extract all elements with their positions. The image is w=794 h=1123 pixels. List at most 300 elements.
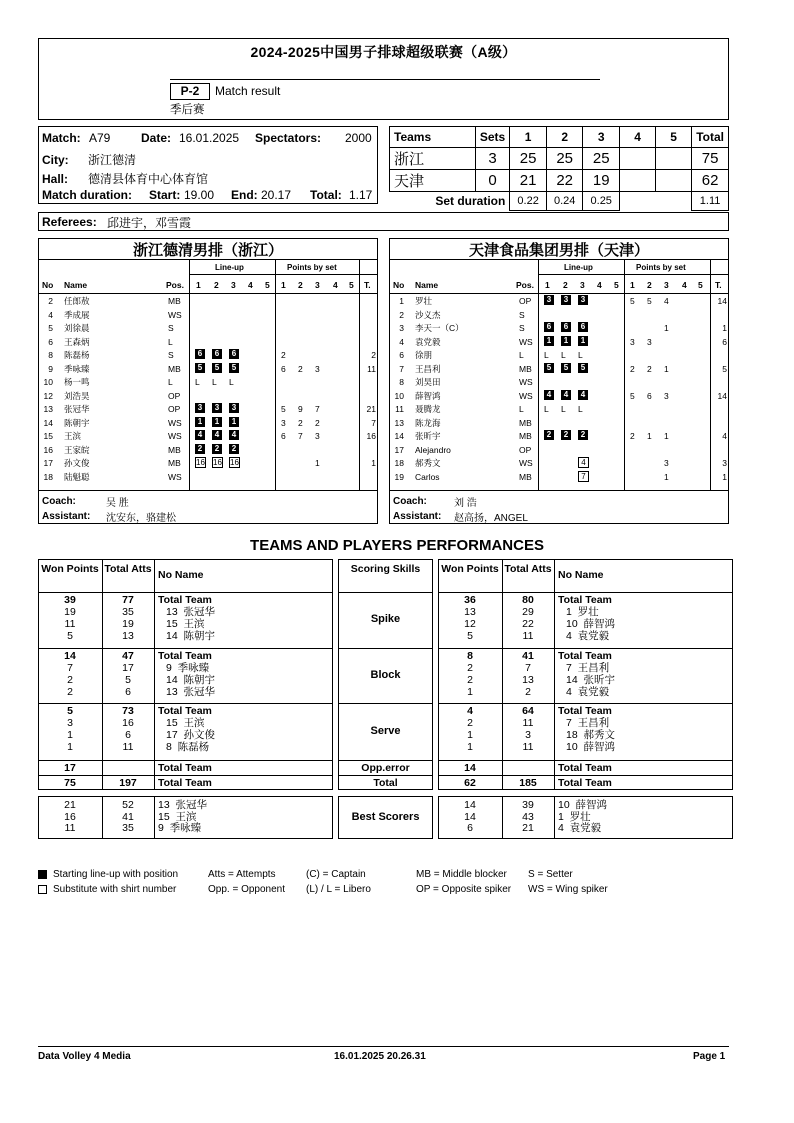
team-b-scorer-name: 1 罗壮 [566, 606, 599, 618]
player-position: L [168, 377, 173, 387]
starting-position-box: 4 [229, 430, 239, 440]
legend-start-box [38, 870, 47, 879]
player-total: 14 [717, 390, 727, 401]
lineup-cell: L [561, 350, 566, 360]
substitute-number-box: 16 [196, 458, 205, 467]
set-points: 3 [664, 390, 669, 401]
team-a-coach-label: Coach: [42, 496, 76, 507]
player-number: 7 [399, 363, 404, 374]
starting-position-box: 4 [195, 430, 205, 440]
team-a-scorer-name: 9 季咏臻 [166, 662, 210, 674]
starting-position-box: 1 [212, 417, 222, 427]
team-a-rule-3 [39, 293, 377, 294]
team-b-won-points: 8 [467, 650, 473, 662]
points-set-5: 5 [698, 280, 703, 290]
team-b-no-name-header: No Name [558, 569, 604, 581]
team-b-best-won: 14 [464, 810, 476, 823]
team-a-row-line [38, 648, 333, 649]
starting-position-box: 2 [561, 430, 571, 440]
starting-position-box: 6 [212, 349, 222, 359]
team-b-set4 [620, 170, 656, 192]
spectators-value: 2000 [345, 131, 372, 145]
team-b-total-atts: 185 [519, 777, 537, 789]
team-b-attempts: 41 [522, 650, 534, 662]
player-total: 16 [366, 431, 376, 441]
player-row [39, 376, 377, 390]
player-position: MB [519, 363, 532, 374]
best-scorers-label: Best Scorers [351, 811, 420, 823]
points-set-4: 4 [333, 280, 338, 290]
date-label: Date: [141, 131, 172, 145]
player-position: OP [168, 390, 181, 401]
player-number: 2 [48, 296, 53, 306]
player-position: MB [168, 363, 181, 374]
lineup-cell: L [195, 377, 200, 387]
set-points: 5 [647, 296, 652, 306]
team-b-rule-1 [390, 259, 728, 260]
col-set1: 1 [510, 127, 547, 148]
starting-position-box: 6 [229, 349, 239, 359]
set-points: 1 [664, 323, 669, 333]
starting-position-box: 3 [212, 403, 222, 413]
player-row [39, 322, 377, 336]
team-a-coach: 吴 胜 [106, 498, 129, 509]
team-a-scorer-name: 17 孙文俊 [166, 729, 216, 741]
team-a-attempts: 19 [122, 618, 134, 630]
team-b-best-name: 1 罗壮 [558, 810, 591, 823]
substitute-number-box: 16 [213, 458, 222, 467]
player-row [390, 403, 728, 417]
starting-position-box: 6 [195, 349, 205, 359]
col-set2: 2 [546, 127, 583, 148]
player-row [39, 471, 377, 485]
legend-opp: Opp. = Opponent [208, 884, 286, 895]
team-a-sets: 3 [475, 148, 510, 170]
team-a-won-points: 1 [67, 741, 73, 753]
player-number: 15 [43, 431, 53, 441]
starting-position-box: 2 [212, 444, 222, 454]
legend-starting: Starting line-up with position [53, 869, 179, 880]
team-b-scorer-name: 18 郝秀文 [566, 729, 616, 741]
player-name: 季成展 [64, 309, 90, 320]
set-points: 1 [315, 458, 320, 468]
team-a-scorer-name: 14 陈朝宇 [166, 630, 216, 642]
set-points: 1 [647, 431, 652, 441]
col-teams: Teams [390, 127, 476, 148]
team-a-scorer-name: Total Team [158, 650, 212, 662]
team-b-attempts: 22 [522, 618, 534, 630]
player-number: 19 [394, 471, 404, 482]
lineup-cell: L [561, 404, 566, 414]
team-b-won-points: 1 [467, 729, 473, 741]
team-b-won-points: 2 [467, 662, 473, 674]
legend-atts: Atts = Attempts [208, 869, 276, 880]
team-a-rule-2 [189, 274, 377, 275]
team-b-row-line [438, 592, 733, 593]
skill-label: Spike [370, 613, 401, 625]
team-a-best-atts: 41 [122, 810, 134, 823]
team-b-row-line [438, 703, 733, 704]
col-total: T. [364, 280, 371, 290]
player-name: 刘昊田 [415, 377, 441, 387]
set-points: 7 [315, 404, 320, 414]
referees-value: 邱进宇，邓雪霞 [107, 216, 192, 230]
team-a-scorer-name: 14 陈朝宇 [166, 674, 216, 686]
starting-position-box: 2 [544, 430, 554, 440]
player-row [39, 444, 377, 458]
set-points: 1 [664, 363, 669, 374]
team-b-attempts: 80 [522, 594, 534, 606]
team-a-best-name: 13 张冠华 [158, 799, 208, 811]
player-number: 14 [43, 417, 53, 428]
team-a-scorer-name: 13 张冠华 [166, 686, 216, 698]
team-b-scorer-name: 14 张昕宇 [566, 674, 616, 686]
substitute-number-box: 16 [230, 458, 239, 467]
lineup-cell: L [544, 404, 549, 414]
player-number: 13 [43, 404, 53, 414]
team-a-no-name-header: No Name [158, 569, 204, 581]
lineup-set-5: 5 [614, 280, 619, 290]
team-a-attempts: 13 [122, 630, 134, 642]
match-label: Match: [42, 131, 81, 145]
player-name: 陈龙海 [415, 417, 441, 428]
team-a-points-label: Points by set [287, 263, 337, 272]
team-a-won-points: 2 [67, 674, 73, 686]
team-a-won-points: 11 [64, 618, 76, 630]
set-points: 2 [298, 417, 303, 428]
player-total: 21 [366, 404, 376, 414]
player-number: 6 [399, 350, 404, 360]
player-name: 刘浩昊 [64, 390, 90, 401]
set-points: 6 [647, 390, 652, 401]
player-position: OP [519, 444, 532, 455]
set-points: 3 [281, 417, 286, 428]
col-total: T. [715, 280, 722, 290]
team-a-set3: 25 [583, 148, 620, 170]
starting-position-box: 4 [212, 430, 222, 440]
team-b-won-points: 2 [467, 674, 473, 686]
player-total: 11 [367, 363, 376, 374]
lineup-cell: L [578, 350, 583, 360]
player-position: S [519, 309, 525, 320]
set-points: 7 [298, 431, 303, 441]
player-total: 3 [722, 458, 727, 468]
date-value: 16.01.2025 [179, 131, 240, 145]
team-a-attempts: 6 [125, 729, 131, 741]
player-row [39, 363, 377, 377]
duration-label: Match duration: [42, 188, 132, 202]
set-points: 4 [664, 296, 669, 306]
player-position: S [519, 323, 525, 333]
player-number: 8 [48, 350, 53, 360]
team-b-row-line [438, 775, 733, 776]
player-number: 9 [48, 363, 53, 374]
set-duration-label: Set duration [435, 194, 506, 209]
col-sets: Sets [475, 127, 510, 148]
team-b-scorer-name: 10 薛智鸿 [566, 741, 616, 753]
col-set5: 5 [656, 127, 692, 148]
starting-position-box: 1 [561, 336, 571, 346]
team-b-scorer-name: 10 薛智鸿 [566, 618, 616, 630]
score-row-b [390, 170, 729, 192]
starting-position-box: 4 [561, 390, 571, 400]
team-a-total-won: 75 [64, 777, 76, 789]
starting-position-box: 3 [195, 403, 205, 413]
team-a-roster [38, 238, 378, 524]
team-b-name: 天津食品集团男排（天津） [468, 242, 649, 259]
team-b-attempts: 3 [525, 729, 531, 741]
team-b-best-name: 10 薛智鸿 [558, 799, 608, 811]
player-name: 聂腾龙 [415, 404, 441, 414]
starting-position-box: 3 [578, 295, 588, 305]
team-b-scorer-name: 4 袁党毅 [566, 686, 610, 698]
player-number: 3 [399, 323, 404, 333]
legend-op: OP = Opposite spiker [416, 884, 512, 895]
team-a-scorer-name: 13 张冠华 [166, 606, 216, 618]
team-a-opp-error-name: Total Team [158, 762, 212, 774]
set-points: 3 [664, 458, 669, 468]
team-b-rule-3 [390, 293, 728, 294]
col-name: Name [64, 280, 88, 290]
team-b-best-won: 6 [467, 822, 473, 834]
team-b-best-atts: 43 [522, 810, 534, 823]
player-name: 王家皖 [64, 444, 90, 455]
team-a-set2: 25 [546, 148, 583, 170]
team-a-won-points: 19 [64, 606, 76, 618]
player-total: 1 [722, 471, 727, 482]
player-total: 4 [722, 431, 727, 441]
player-position: WS [168, 431, 182, 441]
team-a-attempts: 35 [122, 606, 134, 618]
starting-position-box: 3 [229, 403, 239, 413]
player-name: 季咏臻 [64, 363, 90, 374]
team-a-best-atts: 35 [122, 822, 134, 834]
player-position: WS [168, 309, 182, 320]
header-rule [170, 79, 600, 80]
team-a-attempts: 17 [122, 662, 134, 674]
set-points: 2 [315, 417, 320, 428]
team-a-row-line [38, 592, 333, 593]
team-b-col-header [390, 279, 728, 293]
player-name: 杨一鸣 [64, 377, 90, 387]
starting-position-box: 6 [544, 322, 554, 332]
player-name: 沙义杰 [415, 309, 441, 320]
team-a-best-won: 11 [64, 822, 76, 834]
set-points: 9 [298, 404, 303, 414]
team-a-assistant: 沈安东，骆建松 [106, 513, 176, 524]
team-a-best-name: 9 季咏臻 [158, 822, 202, 834]
team-b-scorer-name: 4 袁党毅 [566, 630, 610, 642]
player-name: 王森炳 [64, 336, 90, 347]
team-a-attempts: 47 [122, 650, 134, 662]
team-a-best-name: 15 王滨 [158, 810, 197, 823]
page-title: 2024-2025中国男子排球超级联赛（A级） [250, 44, 517, 60]
team-b-scorer-name: Total Team [558, 650, 612, 662]
team-b-opp-error-won: 14 [464, 762, 476, 774]
total-label: Total [373, 777, 398, 789]
referees-box [38, 212, 729, 231]
lineup-set-4: 4 [597, 280, 602, 290]
player-total: 1 [722, 323, 727, 333]
player-number: 14 [394, 431, 404, 441]
player-name: Carlos [415, 471, 440, 482]
team-b-scorer-name: 7 王昌利 [566, 717, 610, 729]
team-a-short: 浙江 [390, 148, 476, 170]
set-points: 2 [630, 431, 635, 441]
team-a-attempts: 11 [122, 741, 134, 753]
set-points: 1 [664, 471, 669, 482]
starting-position-box: 4 [578, 390, 588, 400]
team-b-row-line [438, 760, 733, 761]
team-a-best-won: 16 [64, 810, 76, 823]
points-set-3: 3 [315, 280, 320, 290]
team-b-scorer-name: Total Team [558, 705, 612, 717]
skills-row-line [338, 703, 433, 704]
set5-duration [656, 192, 692, 211]
player-total: 7 [371, 417, 376, 428]
player-position: L [519, 404, 524, 414]
set-points: 2 [298, 363, 303, 374]
player-name: 陈磊杨 [64, 350, 90, 360]
skills-row-line [338, 648, 433, 649]
set-duration-row [390, 192, 729, 211]
player-position: WS [519, 390, 533, 401]
team-b-total-won: 62 [464, 777, 476, 789]
team-b-attempts: 11 [522, 741, 534, 753]
team-b-won-points: 2 [467, 717, 473, 729]
hall-label: Hall: [42, 172, 69, 186]
team-b-best-name: 4 袁党毅 [558, 822, 602, 834]
team-b-assistant: 赵高扬，ANGEL [454, 513, 528, 524]
substitute-number-box: 7 [578, 471, 589, 482]
player-name: 郝秀文 [415, 458, 441, 468]
player-row [39, 430, 377, 444]
substitute-number-box: 4 [578, 457, 589, 468]
total-label: Total: [310, 188, 342, 202]
player-name: 任郎敖 [64, 296, 90, 306]
match-value: A79 [89, 131, 111, 145]
starting-position-box: 2 [195, 444, 205, 454]
team-b-best-atts: 39 [522, 799, 534, 811]
player-number: 11 [395, 404, 404, 414]
team-a-set4 [620, 148, 656, 170]
lineup-set-1: 1 [196, 280, 201, 290]
player-total: 2 [371, 350, 376, 360]
player-position: WS [519, 336, 533, 347]
starting-position-box: 3 [561, 295, 571, 305]
starting-position-box: 5 [195, 363, 205, 373]
team-a-row-line [38, 775, 333, 776]
best-col-line-2 [154, 796, 155, 839]
points-set-4: 4 [682, 280, 687, 290]
player-row [390, 471, 728, 485]
player-position: WS [168, 471, 182, 482]
lineup-set-1: 1 [545, 280, 550, 290]
player-row [390, 444, 728, 458]
skill-label: Serve [370, 724, 401, 737]
team-a-won-points-header: Won Points [41, 563, 99, 575]
hall-value: 德清县体育中心体育馆 [88, 172, 209, 186]
player-position: L [168, 336, 173, 347]
col-total: Total [692, 127, 729, 148]
team-a-opp-error-won: 17 [64, 762, 76, 774]
lineup-cell: L [578, 404, 583, 414]
team-b-total: 62 [692, 170, 729, 192]
team-a-total-name: Total Team [158, 777, 212, 789]
footer-rule [38, 1046, 729, 1047]
performance-title: TEAMS AND PLAYERS PERFORMANCES [250, 537, 544, 554]
player-number: 10 [394, 390, 404, 401]
set-points: 3 [630, 336, 635, 347]
team-b-attempts: 64 [522, 705, 534, 717]
set-points: 5 [281, 404, 286, 414]
lineup-cell: L [229, 377, 234, 387]
team-a-set5 [656, 148, 692, 170]
opp-error-label: Opp.error [361, 762, 410, 774]
spectators-label: Spectators: [255, 131, 322, 145]
team-a-attempts: 16 [122, 717, 134, 729]
col-set3: 3 [583, 127, 620, 148]
col-set4: 4 [620, 127, 656, 148]
team-a-won-points: 5 [67, 705, 73, 717]
player-name: 陆魁聪 [64, 471, 90, 482]
report-code: P-2 [170, 83, 210, 100]
set-points: 1 [664, 431, 669, 441]
team-b-won-points: 13 [464, 606, 476, 618]
team-a-row-line [38, 760, 333, 761]
team-b-lineup-label: Line-up [564, 263, 593, 272]
player-name: 薛智鸿 [415, 390, 441, 401]
team-a-player-list [39, 295, 377, 485]
player-number: 4 [48, 309, 53, 320]
team-b-best-atts: 21 [522, 822, 534, 834]
player-row [390, 376, 728, 390]
lineup-set-3: 3 [580, 280, 585, 290]
player-row [39, 390, 377, 404]
team-b-total-atts-header: Total Atts [504, 563, 552, 575]
team-b-won-points: 1 [467, 686, 473, 698]
player-row [39, 349, 377, 363]
starting-position-box: 3 [544, 295, 554, 305]
header-box [38, 38, 729, 120]
set-points: 6 [281, 431, 286, 441]
team-a-scorer-name: 15 王滨 [166, 717, 205, 729]
team-a-won-points: 3 [67, 717, 73, 729]
skills-row-line [338, 592, 433, 593]
team-a-won-points: 7 [67, 662, 73, 674]
team-b-points-label: Points by set [636, 263, 686, 272]
starting-position-box: 6 [578, 322, 588, 332]
total-duration: 1.11 [692, 192, 729, 211]
player-row [39, 457, 377, 471]
player-position: MB [168, 444, 181, 455]
team-b-set1: 21 [510, 170, 547, 192]
player-number: 16 [43, 444, 53, 455]
player-name: 陈朝宇 [64, 417, 90, 428]
set-points: 6 [281, 363, 286, 374]
points-set-2: 2 [647, 280, 652, 290]
player-row [390, 309, 728, 323]
player-number: 17 [43, 458, 53, 468]
phase-label: 季后赛 [170, 104, 205, 116]
team-b-attempts: 13 [522, 674, 534, 686]
team-a-attempts: 73 [122, 705, 134, 717]
player-number: 4 [399, 336, 404, 347]
col-name: Name [415, 280, 439, 290]
player-name: 徐朋 [415, 350, 433, 360]
lineup-set-3: 3 [231, 280, 236, 290]
team-a-scorer-name: Total Team [158, 705, 212, 717]
